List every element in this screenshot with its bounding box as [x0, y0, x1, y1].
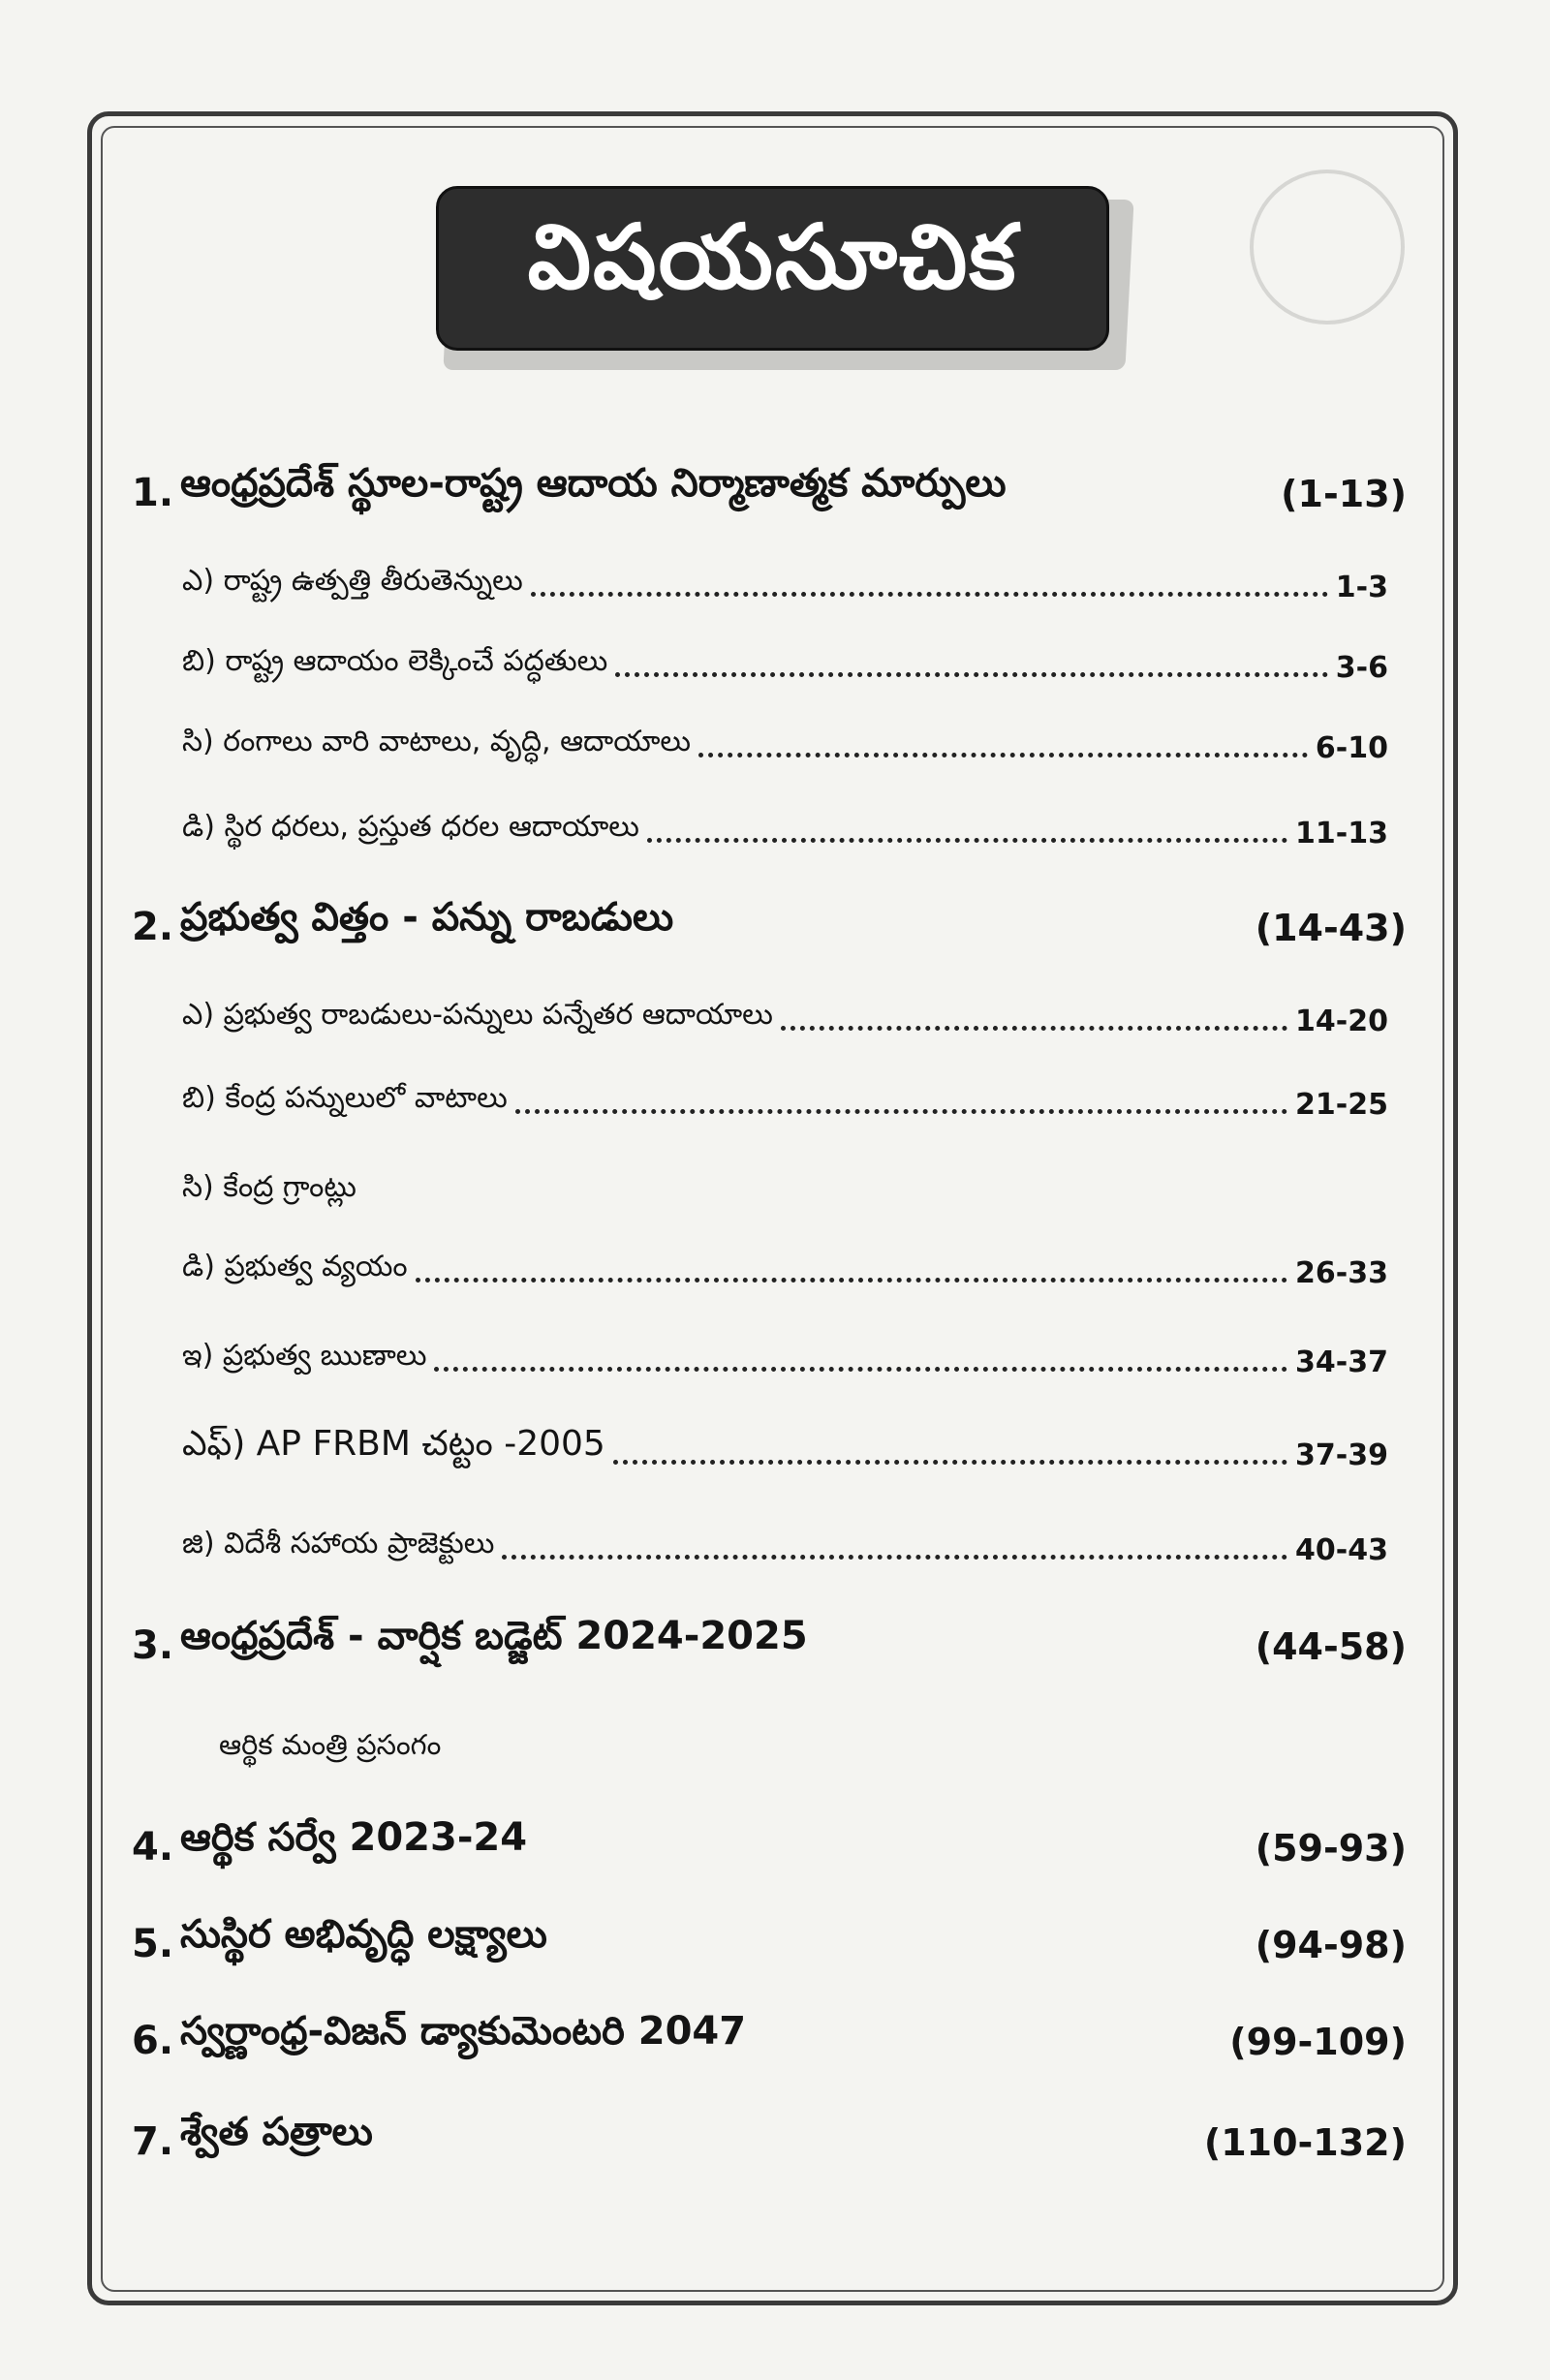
section-note-text: ఆర్థిక మంత్రి ప్రసంగం — [219, 1728, 442, 1761]
toc-item-pages: 34-37 — [1295, 1345, 1388, 1379]
section-pages: (110-132) — [1203, 2121, 1407, 2164]
toc-item — [182, 634, 1388, 685]
section-title: ఆంధ్రప్రదేశ్ స్థూల-రాష్ట్ర ఆదాయ నిర్మాణాత్మక మార్పులు — [180, 461, 1007, 506]
toc-item-label: ఎ) ప్రభుత్వ రాబడులు-పన్నులు పన్నేతర ఆదాయాలు — [182, 998, 773, 1032]
toc-item-pages: 6-10 — [1315, 731, 1388, 765]
toc-item — [182, 554, 1388, 604]
toc-item-label: బి) కేంద్ర పన్నులులో వాటాలు — [182, 1081, 508, 1115]
toc-item-label: ఎఫ్) AP FRBM చట్టం -2005 — [182, 1424, 605, 1464]
section-title: ఆర్థిక సర్వే 2023-24 — [180, 1815, 528, 1860]
toc-item — [182, 1329, 1388, 1379]
section-5 — [132, 1906, 1407, 1966]
dot-leader — [434, 1367, 1287, 1372]
section-pages: (44-58) — [1255, 1625, 1407, 1668]
section-pages: (59-93) — [1255, 1827, 1407, 1870]
toc-item-label: సి) కేంద్ర గ్రాంట్లు — [182, 1170, 356, 1204]
dot-leader — [781, 1026, 1287, 1031]
toc-item — [182, 988, 1388, 1038]
dot-leader — [416, 1278, 1287, 1283]
section-4 — [132, 1809, 1407, 1870]
section-pages: (1-13) — [1281, 473, 1407, 515]
section-2 — [132, 889, 1407, 949]
toc-item-pages: 1-3 — [1335, 571, 1388, 604]
section-title: సుస్థిర అభివృద్ధి లక్ష్యాలు — [180, 1912, 547, 1957]
toc-item-label: డి) ప్రభుత్వ వ్యయం — [182, 1250, 408, 1283]
toc-item-pages: 37-39 — [1295, 1438, 1388, 1472]
dot-leader — [698, 753, 1308, 757]
toc-item — [182, 1160, 1388, 1211]
toc-item-pages: 26-33 — [1295, 1256, 1388, 1290]
section-6 — [132, 2003, 1407, 2063]
dot-leader — [515, 1109, 1287, 1114]
dot-leader — [502, 1555, 1287, 1560]
toc-item-label: ఇ) ప్రభుత్వ ఋణాలు — [182, 1339, 427, 1373]
section-number: 1. — [132, 471, 174, 515]
section-number: 2. — [132, 905, 174, 949]
toc-item — [182, 715, 1388, 765]
toc-item — [182, 1517, 1388, 1567]
section-title: ఆంధ్రప్రదేశ్ - వార్షిక బడ్జెట్ 2024-2025 — [180, 1614, 808, 1658]
toc-item-pages: 21-25 — [1295, 1088, 1388, 1122]
dot-leader — [615, 672, 1328, 677]
watermark-seal — [1250, 170, 1405, 325]
section-number: 7. — [132, 2119, 174, 2164]
toc-item-pages: 14-20 — [1295, 1005, 1388, 1038]
toc-item — [182, 800, 1388, 850]
section-title: స్వర్ణాంధ్ర-విజన్ డ్యాకుమెంటరి 2047 — [180, 2009, 747, 2054]
section-title: ప్రభుత్వ విత్తం - పన్ను రాబడులు — [180, 895, 674, 940]
toc-item-label: బి) రాష్ట్ర ఆదాయం లెక్కించే పద్ధతులు — [182, 644, 608, 678]
toc-item-label: సి) రంగాలు వారి వాటాలు, వృద్ధి, ఆదాయాలు — [182, 725, 692, 758]
toc-item — [182, 1071, 1388, 1122]
toc-item-pages: 3-6 — [1335, 651, 1388, 685]
section-7 — [132, 2104, 1407, 2164]
toc-item-pages: 40-43 — [1295, 1533, 1388, 1567]
section-number: 4. — [132, 1825, 174, 1870]
title-banner — [436, 186, 1109, 351]
page-title: విషయసూచిక — [527, 205, 1018, 309]
toc-item — [182, 1422, 1388, 1472]
section-pages: (14-43) — [1255, 907, 1407, 949]
section-number: 6. — [132, 2019, 174, 2063]
toc-item — [182, 1240, 1388, 1290]
section-number: 5. — [132, 1922, 174, 1966]
section-pages: (94-98) — [1255, 1924, 1407, 1966]
section-pages: (99-109) — [1229, 2021, 1407, 2063]
section-3 — [132, 1608, 1407, 1668]
section-1 — [132, 455, 1407, 515]
section-number: 3. — [132, 1623, 174, 1668]
toc-item-label: జి) విదేశీ సహాయ ప్రాజెక్టులు — [182, 1527, 495, 1561]
dot-leader — [613, 1460, 1287, 1465]
dot-leader — [531, 592, 1328, 597]
dot-leader — [647, 838, 1287, 843]
toc-item-label: ఎ) రాష్ట్ర ఉత్పత్తి తీరుతెన్నులు — [182, 564, 523, 598]
toc-item-label: డి) స్థిర ధరలు, ప్రస్తుత ధరల ఆదాయాలు — [182, 810, 639, 844]
toc-item-pages: 11-13 — [1295, 817, 1388, 850]
section-title: శ్వేత పత్రాలు — [180, 2110, 373, 2154]
section-note — [219, 1724, 441, 1769]
